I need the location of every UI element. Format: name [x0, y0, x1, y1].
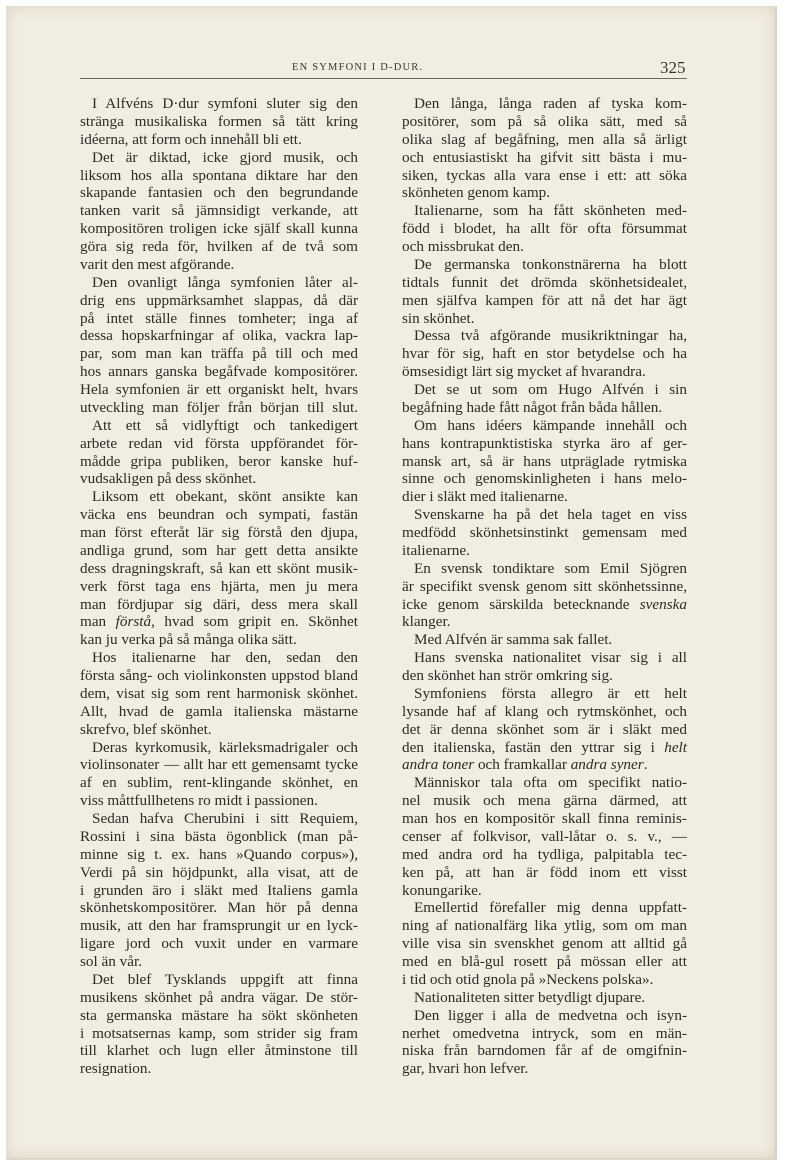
text-column-left — [80, 95, 358, 1078]
text-line: sinne och genomskinligheten i hans melo- — [402, 470, 687, 488]
text-line: Människor tala ofta om specifikt natio- — [414, 774, 687, 792]
text-line: dess dragningskraft, så kan ett skönt musik- — [80, 559, 358, 577]
text-line: varit den mest afgörande. — [80, 255, 235, 273]
text-line: arbete redan vid första uppförandet för- — [80, 434, 358, 452]
text-line: Deras kyrkomusik, kärleksmadrigaler och — [92, 738, 358, 756]
italic-text: helt — [664, 738, 687, 756]
text-line: dessa hopskarfningar af olika, vackra lap- — [80, 327, 358, 345]
text-line: tidtals funnit det drömda skönhetsidealet, — [402, 273, 687, 291]
text-line: Sedan hafva Cherubini i sitt Requiem, — [92, 810, 358, 827]
text-line: sta germanska mästare ha sökt skönheten — [80, 1006, 358, 1024]
text-segment: icke genom särskilda betecknande — [402, 595, 640, 613]
italic-text: andra toner — [402, 756, 475, 774]
text-line: nel musik och mena gärna därmed, att — [402, 792, 687, 810]
text-line: Hans svenska nationalitet visar sig i all — [414, 649, 687, 667]
text-line: skönhetskompositörer. Man hör på denna — [80, 899, 358, 917]
text-line: konungarike. — [402, 881, 482, 899]
text-line: skrefvo, blef skönhet. — [80, 720, 212, 738]
text-line: vudsakligen på dess skönhet. — [80, 470, 257, 488]
text-line: musik, att den har framsprungit ur en lyck- — [80, 917, 358, 935]
text-line: musikens skönhet på andra vägar. De stör- — [80, 988, 358, 1006]
text-line: skapande fantasien och den begrundande — [80, 184, 358, 202]
text-line: minne sig t. ex. hans »Quando corpus»), — [80, 845, 358, 863]
text-line: hos annars ganska begåfvade kompositörer. — [80, 363, 358, 381]
text-line: ken på, att han är född inom ett visst — [402, 863, 687, 881]
text-line: klanger. — [402, 613, 451, 631]
text-line: tanken varit så jämnsidigt verkande, att — [80, 202, 358, 220]
text-line: Den ligger i alla de medvetna och isyn- — [414, 1006, 687, 1024]
text-line: och missbrukat den. — [402, 238, 524, 255]
text-line: utveckling man följer från början till slut. — [80, 398, 358, 416]
text-line: Den långa, långa raden af tyska kom- — [414, 95, 687, 112]
text-line: i grunden äro i släkt med Italiens gamla — [80, 881, 358, 899]
text-line: Om hans idéers kämpande innehåll och — [414, 416, 687, 434]
text-line: Allt, hvad de gamla italienska mästarne — [80, 702, 358, 720]
italic-text: förstå — [115, 613, 152, 631]
text-line: begåfning hade fått något från båda hållen. — [402, 398, 663, 416]
text-segment: den italienska, fastän den yttrar sig i — [402, 738, 665, 756]
italic-text: svenska — [639, 595, 687, 613]
text-segment: man — [80, 613, 116, 631]
text-line: mansk art, så är hans utpräglade rytmiska — [402, 452, 687, 470]
text-line: ning af nationalfärg lika ytlig, som om man — [402, 917, 687, 935]
text-line: Hela symfonien är ett organiskt helt, hvars — [80, 381, 358, 398]
text-line: ömsesidigt lärt sig mycket af hvarandra. — [402, 363, 646, 381]
text-line: positörer, som på så olika sätt, med så — [402, 112, 687, 130]
text-segment: , hvad som gripit en. Skönhet — [151, 613, 358, 631]
text-line: i motsatsernas kamp, som strider sig fram — [80, 1024, 358, 1042]
text-line: det är denna skönhet som är i släkt med — [402, 720, 687, 738]
text-line: verk först taga ens hjärta, men ju mera — [80, 577, 358, 595]
text-line: kan ju verka på så många olika sätt. — [80, 631, 297, 649]
text-line: hvar för sig, haft en stor betydelse och ha — [402, 345, 687, 363]
text-line: idéerna, att form och innehåll bli ett. — [80, 130, 302, 148]
text-line: och entusiastiskt ha gifvit sitt bästa i mu- — [402, 148, 687, 166]
page-number: 325 — [660, 58, 686, 77]
text-line: dem, visat sig som rent harmonisk skönhet. — [80, 684, 358, 702]
text-line: gar, hvari hon lefver. — [402, 1060, 529, 1078]
text-line: född i blodet, ha allt för ofta försummat — [402, 220, 687, 238]
text-line: men själfva kampen för att nå det har ägt — [402, 291, 687, 309]
running-title: EN SYMFONI I D-DUR. — [292, 62, 424, 73]
text-line: censer af folkvisor, vall-låtar o. s. v., — — [402, 827, 687, 845]
text-column-right — [402, 95, 687, 1078]
text-line: hans kontrapunktistiska styrka äro af ger- — [402, 434, 687, 452]
text-line: Svenskarne ha på det hela taget en viss — [414, 506, 687, 524]
text-line: Rossini i sina bästa ögonblick (man på- — [80, 827, 358, 845]
text-line: italienarne. — [402, 541, 470, 559]
text-line: Emellertid förefaller mig denna uppfatt- — [414, 899, 687, 917]
text-line: Att ett så vidlyftigt och tankedigert — [92, 416, 358, 434]
text-line: med andra ord ha tydliga, palpitabla tec- — [402, 845, 687, 863]
text-line: i tid och otid gnola på »Neckens polska». — [402, 970, 654, 988]
text-line: man fördjupar sig däri, dess mera skall — [80, 595, 358, 613]
text-line: Dessa två afgörande musikriktningar ha, — [414, 327, 687, 345]
text-line: I Alfvéns D·dur symfoni sluter sig den — [92, 95, 358, 112]
text-line: man hos en kompositör skall finna reminis- — [402, 810, 687, 827]
header-rule — [80, 78, 687, 79]
text-line: Italienarne, som ha fått skönheten med- — [414, 202, 687, 220]
text-segment: . — [643, 756, 648, 774]
text-line: andliga grund, som har gett detta ansikte — [80, 541, 358, 559]
text-line: En svensk tondiktare som Emil Sjögren — [414, 559, 687, 577]
text-line: Det blef Tysklands uppgift att finna — [92, 970, 358, 988]
text-line: den skönhet han strör omkring sig. — [402, 667, 613, 684]
text-line — [402, 739, 687, 757]
text-line: medfödd skönhetsinstinkt gemensam med — [402, 524, 687, 541]
italic-text: andra syner — [570, 756, 644, 774]
text-line: par, som man kan träffa på till och med — [80, 345, 358, 363]
text-line: göra sig reda för, hvilken af de två som — [80, 238, 358, 255]
text-line: skönheten genom kamp. — [402, 184, 551, 202]
text-line: Det är diktad, icke gjord musik, och — [92, 148, 358, 166]
text-line: Det se ut som om Hugo Alfvén i sin — [414, 381, 687, 398]
text-line: Med Alfvén är samma sak fallet. — [414, 631, 613, 649]
text-line: sin skönhet. — [402, 309, 475, 327]
text-line: siken, tyckas alla vara ense i ett: att söka — [402, 166, 687, 184]
text-line: kompositören troligen icke själf skall kunna — [80, 220, 358, 238]
text-line: med en blå-gul rosett på mössan eller att — [402, 953, 687, 970]
text-line: till klarhet och lugn eller åtminstone till — [80, 1042, 358, 1060]
text-line: Den ovanligt långa symfonien låter al- — [92, 273, 358, 291]
text-line: stränga musikaliska formen så tätt kring — [80, 112, 358, 130]
text-line: man först efteråt lär sig förstå den djupa, — [80, 524, 358, 541]
text-line: är specifikt svensk genom sitt skönhetssinne, — [402, 577, 687, 595]
text-line: resignation. — [80, 1060, 152, 1078]
text-line: niska från barndomen får af de omgifnin- — [402, 1042, 687, 1060]
text-line: lysande haf af klang och rytmskönhet, och — [402, 702, 687, 720]
text-line: violinsonater — allt har ett gemensamt tycke — [80, 756, 358, 774]
text-line: af en sublim, rent-klingande skönhet, en — [80, 774, 358, 792]
text-line: drig ens uppmärksamhet slappas, då där — [80, 291, 358, 309]
text-line: väcka ens beundran och sympati, fastän — [80, 506, 358, 524]
text-line: sol än vår. — [80, 953, 143, 970]
text-line: De germanska tonkonstnärerna ha blott — [414, 255, 687, 273]
text-line: dier i släkt med italienarne. — [402, 488, 568, 506]
text-line: viss måttfullhetens ro midt i passionen. — [80, 792, 318, 810]
text-line — [80, 613, 358, 631]
text-line: ville visa sin svenskhet genom att alltid gå — [402, 935, 687, 953]
text-line: olika slag af begåfning, men alla så ärligt — [402, 130, 687, 148]
text-line: liksom hos alla spontana diktare har den — [80, 166, 358, 184]
text-line: på intet ställe finnes tomheter; inga af — [80, 309, 358, 327]
text-line: ligare jord och vuxit under en varmare — [80, 935, 358, 953]
text-line: Hos italienarne har den, sedan den — [92, 649, 358, 667]
text-line — [402, 596, 687, 614]
text-line: första sång- och violinkonsten uppstod bland — [80, 667, 358, 684]
text-segment: och framkallar — [474, 756, 571, 774]
text-line: mådde gripa publiken, beror kanske huf- — [80, 452, 358, 470]
text-line: Symfoniens första allegro är ett helt — [414, 684, 687, 702]
text-line: Verdi på sin höjdpunkt, alla visat, att de — [80, 863, 358, 881]
text-line: Nationaliteten sitter betydligt djupare. — [414, 988, 646, 1006]
text-line: nerhet omedvetna intryck, som en män- — [402, 1024, 687, 1042]
text-line — [402, 756, 687, 774]
text-line: Liksom ett obekant, skönt ansikte kan — [92, 488, 358, 506]
